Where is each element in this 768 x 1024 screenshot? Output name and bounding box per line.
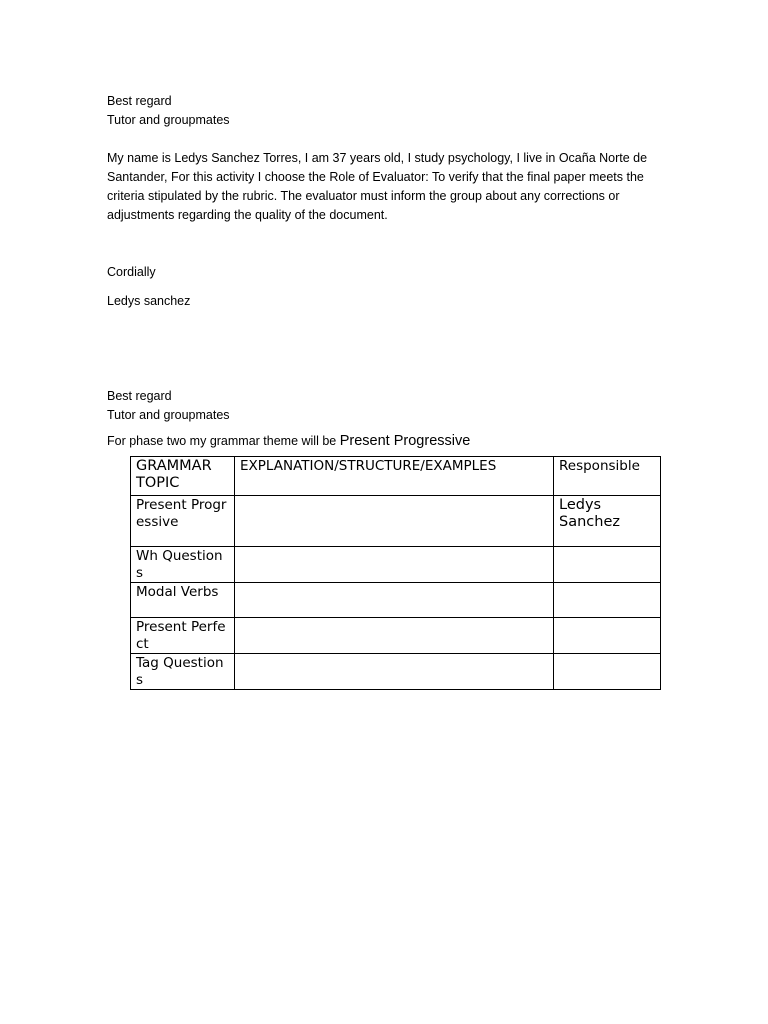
explanation-cell: [235, 618, 554, 654]
responsible-cell: [554, 654, 661, 690]
phase-theme: Present Progressive: [339, 433, 471, 449]
closing-line: Cordially: [107, 265, 156, 279]
table-row: [131, 496, 661, 547]
header-responsible: Responsible: [554, 457, 661, 496]
explanation-cell: [235, 654, 554, 690]
topic-cell: Tag Questions: [131, 654, 235, 690]
responsible-cell: [554, 618, 661, 654]
greeting-line-2: Tutor and groupmates: [107, 113, 230, 127]
phase-intro: For phase two my grammar theme will be: [107, 434, 337, 448]
explanation-cell: [235, 496, 554, 547]
topic-cell: Modal Verbs: [131, 583, 235, 618]
document-page: [107, 92, 667, 451]
topic-cell: Present Progressive: [131, 496, 235, 547]
table-row: [131, 654, 661, 690]
header-grammar-topic: GRAMMAR TOPIC: [131, 457, 235, 496]
explanation-cell: [235, 547, 554, 583]
table-row: [131, 547, 661, 583]
signature-line: Ledys sanchez: [107, 294, 191, 308]
explanation-cell: [235, 583, 554, 618]
header-explanation: EXPLANATION/STRUCTURE/EXAMPLES: [235, 457, 554, 496]
grammar-topics-table: [130, 456, 661, 690]
topic-cell: Wh Questions: [131, 547, 235, 583]
greeting-line-4: Tutor and groupmates: [107, 408, 230, 422]
phase-sentence: [107, 431, 667, 451]
introduction-paragraph: My name is Ledys Sanchez Torres, I am 37 years old, I study psychology, I live in Ocaña Norte de Santander, For this activity I choose the Role of Evaluator: To verify that the final paper meets the criteria stipulated by the rubric. The evaluator must inform the group about any corrections or adjustments regarding the quality of the document.: [107, 151, 648, 222]
table-header-row: [131, 457, 661, 496]
responsible-cell: Ledys Sanchez: [554, 496, 661, 547]
responsible-cell: [554, 583, 661, 618]
topic-cell: Present Perfect: [131, 618, 235, 654]
greeting-line-3: Best regard: [107, 389, 172, 403]
responsible-cell: [554, 547, 661, 583]
table-row: [131, 583, 661, 618]
table-row: [131, 618, 661, 654]
greeting-line-1: Best regard: [107, 94, 172, 108]
